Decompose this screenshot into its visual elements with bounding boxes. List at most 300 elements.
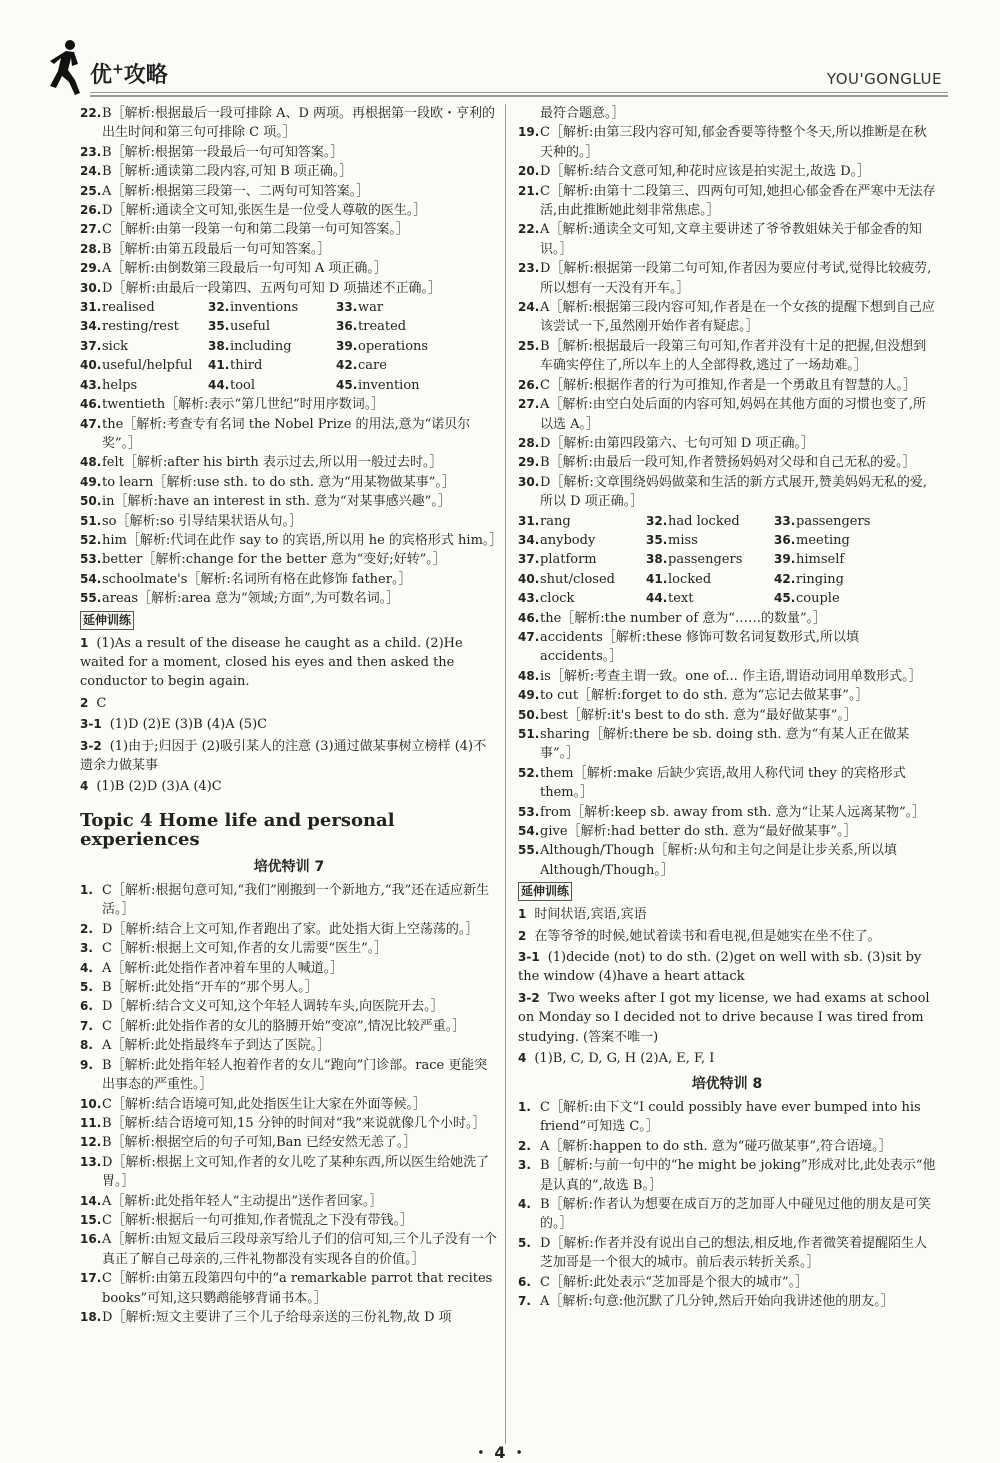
answer-item [518, 1195, 936, 1234]
item-text: D［解析:结合上文可知,作者跑出了家。此处指大街上空荡荡的。］ [102, 921, 479, 937]
left-column [80, 104, 503, 1327]
topic-title: Topic 4 Home life and personal experiences [80, 809, 395, 851]
word-cell [208, 376, 336, 395]
item-number: 2 [518, 928, 527, 943]
item-text: (1)D (2)E (3)B (4)A (5)C [109, 717, 268, 733]
answer-item [80, 959, 498, 978]
answer-item [80, 1114, 498, 1133]
answer-item [80, 978, 498, 997]
answer-item [80, 1308, 498, 1327]
item-text: A［解析:由空白处后面的内容可知,妈妈在其他方面的习惯也变了,所以选 A。］ [540, 397, 927, 432]
item-text: the［解析:the number of 意为“……的数量”。］ [540, 610, 827, 626]
item-text: A［解析:happen to do sth. 意为“碰巧做某事”,符合语境。］ [540, 1138, 892, 1154]
item-number: 55. [518, 843, 540, 858]
answer-item [80, 550, 498, 569]
item-number: 4 [518, 1051, 527, 1066]
item-number: 29. [80, 261, 102, 276]
extension-item [518, 927, 936, 946]
word-cell [774, 531, 902, 550]
item-number: 20. [518, 164, 540, 179]
word-cell [336, 376, 464, 395]
item-number: 23. [80, 144, 102, 159]
word-cell [646, 570, 774, 589]
item-text: C［解析:根据后一句可推知,作者慌乱之下没有带钱。］ [102, 1212, 413, 1228]
item-number: 44. [646, 591, 668, 606]
word-row [518, 570, 936, 589]
answer-item [80, 453, 498, 472]
item-number: 30. [518, 474, 540, 489]
answer-item [80, 201, 498, 220]
item-number: 6. [518, 1274, 531, 1289]
item-number: 54. [518, 824, 540, 839]
item-text: is［解析:考查主谓一致。one of... 作主语,谓语动词用单数形式。］ [540, 668, 922, 684]
runner-logo-icon [44, 38, 88, 96]
item-text: C［解析:由第三段内容可知,郁金香要等待整个冬天,所以推断是在秋天种的。］ [540, 125, 927, 160]
word-row [518, 512, 936, 531]
answer-item [518, 628, 936, 667]
item-number: 24. [80, 164, 102, 179]
item-number: 38. [646, 552, 668, 567]
item-text: (1)decide (not) to do sth. (2)get on well with sb. (3)sit by the window (4)have a heart attack [518, 950, 922, 985]
item-text: the［解析:考查专有名词 the Nobel Prize 的用法,意为“诺贝尔奖”。］ [102, 416, 471, 451]
item-number: 31. [518, 513, 540, 528]
answer-item [80, 1056, 498, 1095]
item-number: 25. [80, 183, 102, 198]
word-grid [518, 512, 936, 609]
item-number: 7. [518, 1293, 531, 1308]
item-number: 39. [774, 552, 796, 567]
extension-list [80, 634, 498, 797]
word-cell [336, 337, 464, 356]
item-text: C［解析:根据句意可知,“我们”刚搬到一个新地方,“我”还在适应新生活。］ [102, 883, 490, 918]
word-cell [774, 550, 902, 569]
word-cell [208, 317, 336, 336]
item-number: 37. [80, 338, 102, 353]
answer-item [80, 997, 498, 1016]
word-cell [646, 550, 774, 569]
item-text: A［解析:此处指作者冲着车里的人喊道。］ [102, 960, 344, 976]
item-number: 54. [80, 571, 102, 586]
item-number: 27. [518, 397, 540, 412]
item-text: C［解析:由下文“I could possibly have ever bumped into his friend”可知选 C。］ [540, 1099, 921, 1135]
word-answer: war [358, 300, 384, 316]
item-number: 10. [80, 1096, 102, 1111]
item-number: 52. [518, 765, 540, 780]
item-number: 24. [518, 300, 540, 315]
item-text: to cut［解析:forget to do sth. 意为“忘记去做某事”。］ [540, 688, 869, 704]
word-answer: inventions [230, 300, 299, 316]
item-number: 39. [336, 338, 358, 353]
answer-item [518, 376, 936, 395]
answer-item [518, 453, 936, 472]
item-text: areas［解析:area 意为“领域;方面”,为可数名词。］ [102, 591, 400, 607]
item-text: C［解析:由第一段第一句和第二段第一句可知答案。］ [102, 222, 409, 238]
item-text: to learn［解析:use sth. to do sth. 意为“用某物做某事”。］ [102, 474, 455, 490]
answer-list-b [80, 395, 503, 608]
item-text: B［解析:此处指年轻人抱着作者的女儿“跑向”门诊部。race 更能突出事态的严重性。］ [102, 1057, 488, 1093]
item-number: 26. [80, 203, 102, 218]
answer-item [518, 686, 936, 705]
answer-item [518, 298, 936, 337]
word-cell [208, 298, 336, 317]
item-number: 44. [208, 377, 230, 392]
item-number: 40. [80, 358, 102, 373]
item-text: B［解析:通读第二段内容,可知 B 项正确。］ [102, 164, 353, 180]
word-cell [518, 550, 646, 569]
item-number: 14. [80, 1193, 102, 1208]
word-answer: clock [540, 591, 575, 607]
extension-item [518, 989, 936, 1047]
answer-item [80, 104, 498, 143]
item-text: C［解析:根据作者的行为可推知,作者是一个勇敢且有智慧的人。］ [540, 377, 916, 393]
item-text: best［解析:it's best to do sth. 意为“最好做某事”。］ [540, 707, 857, 723]
item-text: him［解析:代词在此作 say to 的宾语,所以用 he 的宾格形式 him。］ [102, 532, 503, 548]
item-text: A［解析:通读全文可知,文章主要讲述了爷爷教姐妹关于郁金香的知识。］ [540, 222, 922, 257]
word-row [80, 337, 498, 356]
word-cell [774, 589, 902, 608]
item-text: sharing［解析:there be sb. doing sth. 意为“有某人正在做某事”。］ [540, 727, 910, 762]
answer-item [80, 1230, 498, 1269]
item-text: C［解析:根据上文可知,作者的女儿需要“医生”。］ [102, 941, 388, 957]
word-row [80, 317, 498, 336]
item-text: C［解析:此处表示“芝加哥是个很大的城市”。］ [540, 1274, 809, 1290]
item-number: 36. [774, 532, 796, 547]
answer-item [80, 881, 498, 920]
word-answer: platform [540, 552, 597, 568]
item-number: 22. [518, 222, 540, 237]
word-answer: rang [540, 513, 571, 529]
answer-item [80, 220, 498, 239]
word-answer: useful/helpful [102, 358, 193, 374]
extension-tag: 延伸训练 [518, 882, 572, 901]
item-text: D［解析:文章围绕妈妈做菜和生活的新方式展开,赞美妈妈无私的爱,所以 D 项正确。］ [540, 474, 928, 510]
word-row [80, 376, 498, 395]
answer-item [518, 182, 936, 221]
word-cell [80, 337, 208, 356]
item-text: B［解析:由最后一段可知,作者赞扬妈妈对父母和自己无私的爱。］ [540, 455, 916, 471]
item-number: 16. [80, 1232, 102, 1247]
answer-item [80, 395, 498, 414]
item-text: accidents［解析:these 修饰可数名词复数形式,所以填 accidents。］ [540, 629, 860, 665]
item-text: D［解析:通读全文可知,张医生是一位受人尊敬的医生。］ [102, 203, 427, 219]
item-number: 37. [518, 552, 540, 567]
item-number: 28. [80, 241, 102, 256]
word-answer: text [668, 591, 694, 607]
word-answer: including [230, 338, 292, 354]
item-number: 42. [336, 358, 358, 373]
item-number: 51. [80, 513, 102, 528]
answer-item [80, 1211, 498, 1230]
answer-item [80, 182, 498, 201]
item-number: 41. [208, 358, 230, 373]
word-answer: shut/closed [540, 571, 615, 587]
word-cell [208, 356, 336, 375]
answer-item [80, 939, 498, 958]
item-number: 46. [80, 397, 102, 412]
item-text: B［解析:此处指“开车的”那个男人。］ [102, 980, 318, 996]
item-text: A［解析:由倒数第三段最后一句可知 A 项正确。］ [102, 261, 387, 277]
answer-item [80, 473, 498, 492]
item-text: B［解析:根据最后一段第三句可知,作者并没有十足的把握,但没想到车确实停住了,所以车上的人全部得救,逃过了一场劫难。］ [540, 338, 927, 374]
item-text: D［解析:结合文意可知,种花时应该是拍实泥土,故选 D。］ [540, 164, 871, 180]
word-answer: meeting [796, 532, 850, 548]
word-row [518, 589, 936, 608]
item-number: 12. [80, 1135, 102, 1150]
item-number: 29. [518, 455, 540, 470]
item-text: B［解析:根据最后一段可排除 A、D 两项。再根据第一段欧・亨利的出生时间和第三句可排除 C 项。］ [102, 106, 496, 141]
answer-item [80, 143, 498, 162]
word-cell [80, 356, 208, 375]
item-text: Two weeks after I got my license, we had exams at school on Monday so I decided not to drive because I was tired from studying. (答案不唯一) [518, 990, 930, 1045]
item-text: A［解析:根据第三段第一、二两句可知答案。］ [102, 183, 370, 199]
answer-item [518, 434, 936, 453]
item-text: C［解析:由第十二段第三、四两句可知,她担心郁金香在严寒中无法存活,由此推断她此刻非常焦虑。］ [540, 183, 936, 219]
answer-item [518, 667, 936, 686]
answer-item [80, 162, 498, 181]
item-number: 1 [80, 635, 89, 650]
item-text: A［解析:由短文最后三段母亲写给儿子们的信可知,三个儿子没有一个真正了解自己母亲的,三件礼物都没有实现各自的价值。］ [102, 1232, 497, 1267]
item-text: (1)As a result of the disease he caught as a child. (2)He waited for a moment, closed his eyes and then asked the conductor to begin again. [80, 635, 463, 690]
answer-item [518, 220, 936, 259]
item-text: give［解析:had better do sth. 意为“最好做某事”。］ [540, 824, 857, 840]
item-number: 23. [518, 261, 540, 276]
answer-item [80, 259, 498, 278]
item-number: 3. [80, 941, 93, 956]
word-cell [336, 298, 464, 317]
answer-item [80, 279, 498, 298]
item-number: 2. [80, 921, 93, 936]
item-number: 48. [80, 455, 102, 470]
section-title: 培优特训 8 [691, 1075, 763, 1092]
answer-item [518, 1137, 936, 1156]
word-answer: couple [796, 591, 840, 607]
item-number: 18. [80, 1309, 102, 1324]
item-text: twentieth［解析:表示“第几世纪”时用序数词。］ [102, 397, 385, 413]
extension-item [518, 948, 936, 987]
word-answer: ringing [796, 571, 844, 587]
extension-list [518, 905, 936, 1068]
item-number: 4 [80, 779, 89, 794]
header-rule [90, 92, 948, 97]
item-text: B［解析:结合语境可知,15 分钟的时间对“我”来说就像几个小时。］ [102, 1115, 486, 1131]
word-cell [80, 298, 208, 317]
answer-item [80, 589, 498, 608]
word-answer: treated [358, 319, 407, 335]
extension-tag: 延伸训练 [80, 611, 134, 630]
item-text: B［解析:作者认为想要在成百万的芝加哥人中碰见过他的朋友是可笑的。］ [540, 1196, 931, 1232]
extension-item [80, 634, 498, 692]
word-answer: care [358, 358, 387, 374]
answer-item [518, 609, 936, 628]
word-answer: passengers [668, 552, 743, 568]
item-number: 27. [80, 222, 102, 237]
word-cell [774, 512, 902, 531]
answer-list-b [518, 609, 936, 881]
item-text: better［解析:change for the better 意为“变好;好转”。］ [102, 552, 446, 568]
section-title: 培优特训 7 [253, 858, 325, 875]
extension-item [80, 777, 498, 796]
extension-item [80, 715, 498, 734]
item-number: 32. [646, 513, 668, 528]
answer-item [518, 337, 936, 376]
item-text: in［解析:have an interest in sth. 意为“对某事感兴趣”。］ [102, 494, 451, 510]
item-text: Although/Though［解析:从句和主句之间是让步关系,所以填 Although/Though。］ [540, 843, 897, 878]
item-text: A［解析:根据第三段内容可知,作者是在一个女孩的提醒下想到自己应该尝试一下,虽然刚开始作者有疑虑。］ [540, 300, 935, 335]
item-number: 43. [518, 591, 540, 606]
item-number: 48. [518, 668, 540, 683]
extension-item [518, 1049, 936, 1068]
answer-item [80, 1192, 498, 1211]
item-number: 42. [774, 571, 796, 586]
extension-item [80, 694, 498, 713]
item-text: B［解析:根据空后的句子可知,Ban 已经安然无恙了。］ [102, 1135, 417, 1151]
extension-item [80, 737, 498, 776]
word-row [518, 531, 936, 550]
item-number: 41. [646, 571, 668, 586]
answer-item [518, 706, 936, 725]
item-text: B［解析:与前一句中的“he might be joking”形成对比,此处表示“他是认真的”,故选 B。］ [540, 1158, 936, 1193]
item-text: C［解析:由第五段第四句中的“a remarkable parrot that recites books”可知,这只鹦鹉能够背诵书本。］ [102, 1271, 493, 1306]
item-number: 36. [336, 319, 358, 334]
answer-item [518, 123, 936, 162]
item-text: A［解析:此处指最终车子到达了医院。］ [102, 1038, 331, 1054]
item-number: 7. [80, 1018, 93, 1033]
item-text: B［解析:根据第一段最后一句可知答案。］ [102, 144, 344, 160]
item-number: 5. [518, 1235, 531, 1250]
item-number: 31. [80, 300, 102, 315]
item-number: 38. [208, 338, 230, 353]
word-cell [646, 512, 774, 531]
item-text: D［解析:根据第一段第二句可知,作者因为要应付考试,觉得比较疲劳,所以想有一天没有开车。］ [540, 261, 932, 296]
item-number: 47. [80, 416, 102, 431]
word-row [80, 298, 498, 317]
item-number: 17. [80, 1271, 102, 1286]
word-cell [336, 356, 464, 375]
word-cell [518, 531, 646, 550]
item-number: 15. [80, 1212, 102, 1227]
item-text: them［解析:make 后缺少宾语,故用人称代词 they 的宾格形式 them。］ [540, 765, 906, 801]
answer-list-c [518, 1098, 936, 1311]
item-number: 2 [80, 695, 89, 710]
item-text: C [96, 695, 107, 711]
word-answer: useful [230, 319, 271, 335]
item-number: 32. [208, 300, 230, 315]
logo-text: 优+攻略 [90, 61, 168, 88]
item-number: 9. [80, 1057, 93, 1072]
answer-list-a [518, 123, 936, 511]
word-answer: anybody [540, 532, 596, 548]
item-number: 21. [518, 183, 540, 198]
word-cell [646, 589, 774, 608]
word-cell [518, 512, 646, 531]
item-number: 40. [518, 571, 540, 586]
answer-item [518, 725, 936, 764]
item-number: 3-1 [80, 717, 102, 732]
item-text: C［解析:结合语境可知,此处指医生让大家在外面等候。］ [102, 1096, 426, 1112]
item-number: 13. [80, 1154, 102, 1169]
item-number: 3-2 [518, 990, 540, 1005]
answer-item [80, 1017, 498, 1036]
item-number: 34. [518, 532, 540, 547]
item-text: D［解析:短文主要讲了三个儿子给母亲送的三份礼物,故 D 项 [102, 1309, 452, 1325]
item-text: D［解析:由最后一段第四、五两句可知 D 项描述不正确。］ [102, 280, 441, 296]
answer-item [80, 920, 498, 939]
word-row [518, 550, 936, 569]
item-text: D［解析:根据上文可知,作者的女儿吃了某种东西,所以医生给她洗了胃。］ [102, 1154, 490, 1190]
item-number: 3. [518, 1158, 531, 1173]
answer-item [80, 512, 498, 531]
item-number: 49. [80, 474, 102, 489]
answer-item [80, 492, 498, 511]
answer-item [80, 531, 503, 550]
answer-item [518, 1292, 936, 1311]
word-answer: realised [102, 300, 155, 316]
brand-name: YOU'GONGLUE [826, 70, 942, 88]
column-divider [505, 104, 506, 1444]
answer-item [518, 822, 936, 841]
item-text: so［解析:so 引导结果状语从句。］ [102, 513, 303, 529]
answer-item [80, 1153, 498, 1192]
item-number: 1. [80, 883, 93, 898]
right-column [518, 104, 936, 1311]
word-answer: third [230, 358, 263, 374]
item-number: 50. [80, 494, 102, 509]
word-answer: had locked [668, 513, 740, 529]
item-number: 46. [518, 610, 540, 625]
word-cell [80, 317, 208, 336]
item-text: schoolmate's［解析:名词所有格在此修饰 father。］ [102, 571, 412, 587]
answer-item [518, 162, 936, 181]
answer-item [518, 1156, 936, 1195]
word-answer: himself [796, 552, 845, 568]
item-number: 11. [80, 1115, 102, 1130]
answer-item [518, 395, 936, 434]
item-text: (1)B (2)D (3)A (4)C [96, 779, 222, 795]
item-number: 2. [518, 1138, 531, 1153]
word-answer: passengers [796, 513, 871, 529]
item-number: 34. [80, 319, 102, 334]
item-number: 45. [336, 377, 358, 392]
item-number: 35. [646, 532, 668, 547]
extension-item [518, 905, 936, 924]
word-cell [518, 570, 646, 589]
item-text: 在等爷爷的时候,她试着读书和看电视,但是她实在坐不住了。 [534, 928, 881, 944]
item-number: 43. [80, 377, 102, 392]
item-text: from［解析:keep sb. away from sth. 意为“让某人远离某物”。］ [540, 804, 926, 820]
answer-item [80, 240, 498, 259]
item-number: 33. [336, 300, 358, 315]
word-answer: locked [668, 571, 712, 587]
answer-item [518, 1234, 936, 1273]
page-number: ・ 4 ・ [472, 1443, 528, 1462]
item-number: 52. [80, 532, 102, 547]
item-number: 51. [518, 727, 540, 741]
item-number: 28. [518, 435, 540, 450]
word-grid [80, 298, 498, 395]
item-number: 50. [518, 707, 540, 722]
item-number: 3-2 [80, 738, 102, 753]
answer-list-c [80, 881, 498, 1327]
item-number: 35. [208, 319, 230, 334]
answer-item [518, 473, 936, 512]
answer-item [518, 1098, 936, 1137]
word-answer: miss [668, 532, 698, 548]
answer-item [80, 1095, 498, 1114]
item-number: 1. [518, 1099, 531, 1114]
answer-item [518, 803, 936, 822]
answer-item [80, 570, 498, 589]
item-text: 时间状语,宾语,宾语 [534, 907, 647, 923]
